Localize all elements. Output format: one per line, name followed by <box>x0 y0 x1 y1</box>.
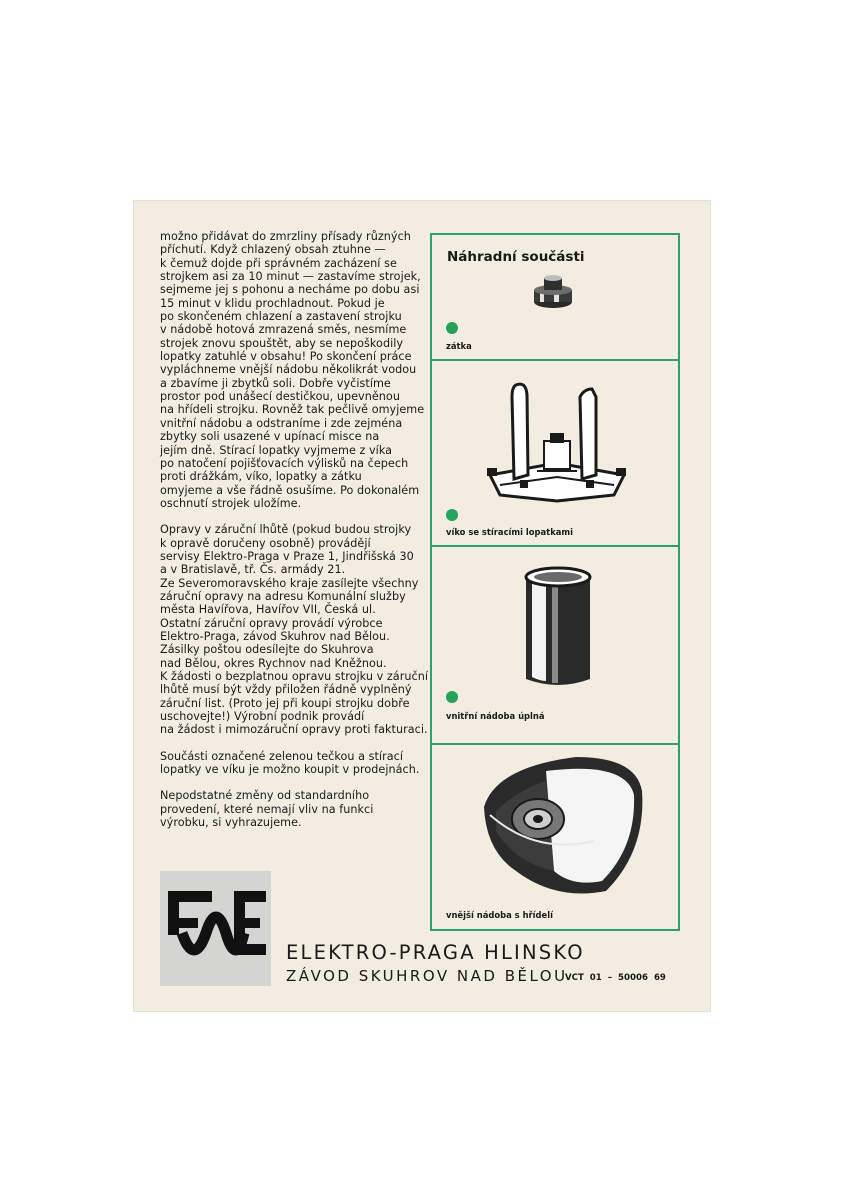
text-line: Nepodstatné změny od standardního <box>160 789 370 803</box>
text-line: a zbavíme ji zbytků soli. Dobře vyčistíme <box>160 376 391 390</box>
text-line: oschnutí strojek uložíme. <box>160 496 302 510</box>
parts-title: Náhradní součásti <box>447 249 585 265</box>
brand-name: ELEKTRO-PRAGA HLINSKO <box>286 941 585 964</box>
part-label-plug: zátka <box>446 341 472 351</box>
text-line: záruční opravy na adresu Komunální služby <box>160 589 406 603</box>
paragraph-cleaning <box>160 230 428 510</box>
text-line: zbytky soli usazené v upínací misce na <box>160 430 380 444</box>
text-line: vnitřní nádobu a odstraníme i zde zejména <box>160 416 403 430</box>
text-line: sejmeme jej s pohonu a necháme po dobu asi <box>160 283 420 297</box>
text-line: Ze Severomoravského kraje zasílejte všechny <box>160 576 419 590</box>
text-line: lopatky ve víku je možno koupit v prodejnách. <box>160 763 420 777</box>
text-line: jejím dně. Stírací lopatky vyjmeme z víka <box>160 443 393 457</box>
green-dot-icon <box>446 509 458 521</box>
part-label-outer-container: vnější nádoba s hřídelí <box>446 910 553 920</box>
elektro-praga-logo-icon <box>160 871 271 986</box>
text-line: Součásti označené zelenou tečkou a stírací <box>160 749 404 763</box>
text-line: na žádost i mimozáruční opravy proti fakturaci. <box>160 723 428 737</box>
text-line: k čemuž dojde při správném zacházení se <box>160 256 397 270</box>
part-label-inner-container: vnitřní nádoba úplná <box>446 711 545 721</box>
logo-box <box>160 871 271 986</box>
part-cell-lid <box>432 359 678 547</box>
text-line: po skončeném chlazení a zastavení strojku <box>160 310 402 324</box>
paragraph-parts-note <box>160 750 428 777</box>
text-line: Opravy v záruční lhůtě (pokud budou strojky <box>160 523 412 537</box>
text-line: 15 minut v klidu prochladnout. Pokud je <box>160 296 385 310</box>
text-line: lhůtě musí být vždy přiložen řádně vyplněný <box>160 683 412 697</box>
document-code: VCT 01 – 50006 69 <box>565 973 666 983</box>
text-line: záruční list. (Proto jej při koupi strojku dobře <box>160 696 410 710</box>
green-dot-icon <box>446 691 458 703</box>
text-line: uschovejte!) Výrobní podnik provádí <box>160 710 365 724</box>
text-line: nad Bělou, okres Rychnov nad Kněžnou. <box>160 656 387 670</box>
text-line: Zásilky poštou odesílejte do Skuhrova <box>160 643 374 657</box>
part-label-lid: víko se stíracími lopatkami <box>446 527 574 537</box>
text-line: vypláchneme vnější nádobu několikrát vodou <box>160 363 417 377</box>
green-dot-icon <box>446 322 458 334</box>
text-line: servisy Elektro-Praga v Praze 1, Jindřišská 30 <box>160 549 414 563</box>
text-line: proti drážkám, víko, lopatky a zátku <box>160 470 362 484</box>
text-line: prostor pod unášecí destičkou, upevněnou <box>160 390 400 404</box>
text-line: K žádosti o bezplatnou opravu strojku v záruční <box>160 670 429 683</box>
text-line: výrobku, si vyhrazujeme. <box>160 816 302 830</box>
text-line: města Havířova, Havířov VII, Česká ul. <box>160 603 376 617</box>
text-line: lopatky zatuhlé v obsahu! Po skončení práce <box>160 350 412 364</box>
inner-container-illustration <box>520 563 596 693</box>
part-cell-inner-container <box>432 545 678 745</box>
spare-parts-panel <box>430 233 680 931</box>
text-line: strojek znovu spouštět, aby se nepoškodily <box>160 336 404 350</box>
outer-container-illustration <box>476 751 646 899</box>
text-line: příchutí. Když chlazený obsah ztuhne — <box>160 243 386 257</box>
text-line: omyjeme a vše řádně osušíme. Po dokonalém <box>160 483 420 497</box>
paragraph-changes <box>160 789 428 829</box>
text-line: Elektro-Praga, závod Skuhrov nad Bělou. <box>160 629 390 643</box>
paragraph-warranty <box>160 523 428 737</box>
instructions-text <box>160 230 428 842</box>
text-line: provedení, které nemají vliv na funkci <box>160 802 374 816</box>
text-line: a v Bratislavě, tř. Čs. armády 21. <box>160 563 346 577</box>
text-line: v nádobě hotová zmrazená směs, nesmíme <box>160 323 407 337</box>
text-line: po natočení pojišťovacích výlisků na čepech <box>160 456 409 470</box>
part-cell-outer-container <box>432 743 678 931</box>
part-cell-plug <box>432 235 678 359</box>
text-line: k opravě doručeny osobně) provádějí <box>160 536 371 550</box>
plug-illustration <box>530 273 576 309</box>
brand-plant: ZÁVOD SKUHROV NAD BĚLOU <box>286 967 568 985</box>
lid-with-scrapers-illustration <box>482 375 632 505</box>
text-line: možno přidávat do zmrzliny přísady různých <box>160 230 411 243</box>
text-line: Ostatní záruční opravy provádí výrobce <box>160 616 383 630</box>
text-line: na hřídeli strojku. Rovněž tak pečlivě omyjeme <box>160 403 425 417</box>
text-line: strojkem asi za 10 minut — zastavíme strojek, <box>160 270 421 284</box>
